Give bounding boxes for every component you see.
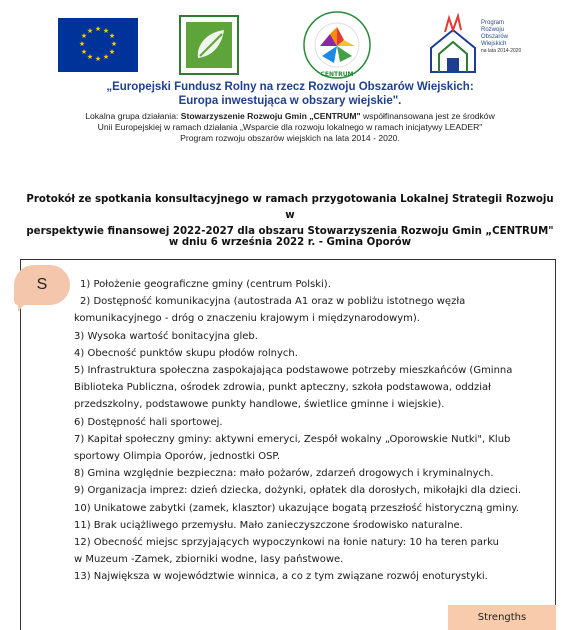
swot-letter: S [36, 276, 48, 293]
prow-text: Program Rozwoju Obszarów Wiejskich na lata 2014-2020 [481, 20, 522, 54]
protocol-title [20, 192, 560, 240]
svg-text:★: ★ [110, 40, 118, 48]
svg-text:★: ★ [102, 27, 110, 35]
strengths-list [74, 276, 552, 586]
list-item: 3) Wysoka wartość bonitacyjna gleb. [74, 330, 258, 342]
protocol-title-line-2: perspektywie finansowej 2022-2027 dla obszaru Stowarzyszenia Rozwoju Gmin „CENTRUM" [26, 226, 554, 237]
prow-logo [425, 12, 540, 78]
list-item: przedszkolny, podstawowe punkty handlowe, świetlice gminne i wiejskie). [74, 399, 445, 411]
list-item: 13) Największa w województwie winnica, a co z tym związane rozwój enoturystyki. [74, 571, 488, 583]
list-item: 7) Kapitał społeczny gminy: aktywni emeryci, Zespół wokalny „Oporowskie Nutki", Klub [74, 433, 511, 445]
fund-title-line-1: „Europejski Fundusz Rolny na rzecz Rozwoju Obszarów Wiejskich: [106, 81, 474, 93]
list-item: 2) Dostępność komunikacyjna (autostrada A1 oraz w pobliżu istotnego węzła [80, 296, 466, 308]
protocol-title-line-1: Protokół ze spotkania konsultacyjnego w ramach przygotowania Lokalnej Strategii Rozwoju w [26, 194, 554, 221]
svg-text:★: ★ [80, 48, 88, 56]
swot-letter-bubble [14, 265, 70, 305]
list-item: sportowy Olimpia Oporów, jednostki OSP. [74, 451, 281, 463]
list-item: 6) Dostępność hali sportowej. [74, 416, 223, 428]
list-item: 11) Brak uciążliwego przemysłu. Mało zanieczyszczone środowisko naturalne. [74, 519, 463, 531]
strengths-label: Strengths [448, 605, 556, 630]
eu-flag-icon [58, 18, 138, 72]
list-item: 1) Położenie geograficzne gminy (centrum Polski). [80, 279, 331, 290]
leader-logo [178, 14, 240, 76]
list-item: 10) Unikatowe zabytki (zamek, klasztor) ukazujące bogatą przeszłość historyczną gminy. [74, 502, 519, 514]
list-item: 8) Gmina względnie bezpieczna: mało pożarów, zdarzeń drogowych i kryminalnych. [74, 468, 494, 480]
list-item: 5) Infrastruktura społeczna zaspokajająca podstawowe potrzeby mieszkańców (Gminna [74, 365, 513, 377]
fund-title [0, 80, 580, 108]
fund-desc-line-2: Unii Europejskiej w ramach działania „Wsparcie dla rozwoju lokalnego w ramach inicjatywy LEADER" [97, 122, 483, 132]
fund-description [0, 111, 580, 144]
centrum-logo [300, 10, 374, 80]
logo-strip [0, 10, 580, 80]
list-item: komunikacyjnego - dróg o znaczeniu krajowym i międzynarodowym). [74, 313, 420, 325]
list-item: 12) Obecność miejsc sprzyjających wypoczynkowi na łonie natury: 10 ha teren parku [74, 537, 499, 549]
svg-text:★: ★ [78, 40, 86, 48]
fund-desc-line-3: Program rozwoju obszarów wiejskich na lata 2014 - 2020. [180, 133, 400, 143]
fund-title-line-2: Europa inwestująca w obszary wiejskie". [178, 95, 402, 107]
list-item: Biblioteka Publiczna, ośrodek zdrowia, punkt apteczny, szkoła podstawowa, oddział [74, 382, 492, 394]
list-item: 9) Organizacja imprez: dzień dziecka, dożynki, opłatek dla dorosłych, mikołajki dla dzieci. [74, 485, 522, 497]
svg-text:★: ★ [94, 25, 102, 33]
list-item: w Muzeum -Zamek, zbiorniki wodne, lasy państwowe. [74, 554, 344, 566]
centrum-word: CENTRUM [320, 71, 354, 78]
svg-text:★: ★ [86, 27, 94, 35]
fund-desc-line-1: Lokalna grupa działania: Stowarzyszenie Rozwoju Gmin „CENTRUM" współfinansowana jest ze środków [85, 111, 495, 121]
svg-text:★: ★ [94, 55, 102, 63]
svg-text:★: ★ [80, 32, 88, 40]
svg-text:★: ★ [102, 53, 110, 61]
svg-text:★: ★ [86, 53, 94, 61]
svg-text:★: ★ [108, 32, 116, 40]
list-item: 4) Obecność punktów skupu płodów rolnych. [74, 347, 298, 359]
protocol-date: w dniu 6 września 2022 r. - Gmina Oporów [168, 237, 412, 248]
svg-text:★: ★ [108, 48, 116, 56]
